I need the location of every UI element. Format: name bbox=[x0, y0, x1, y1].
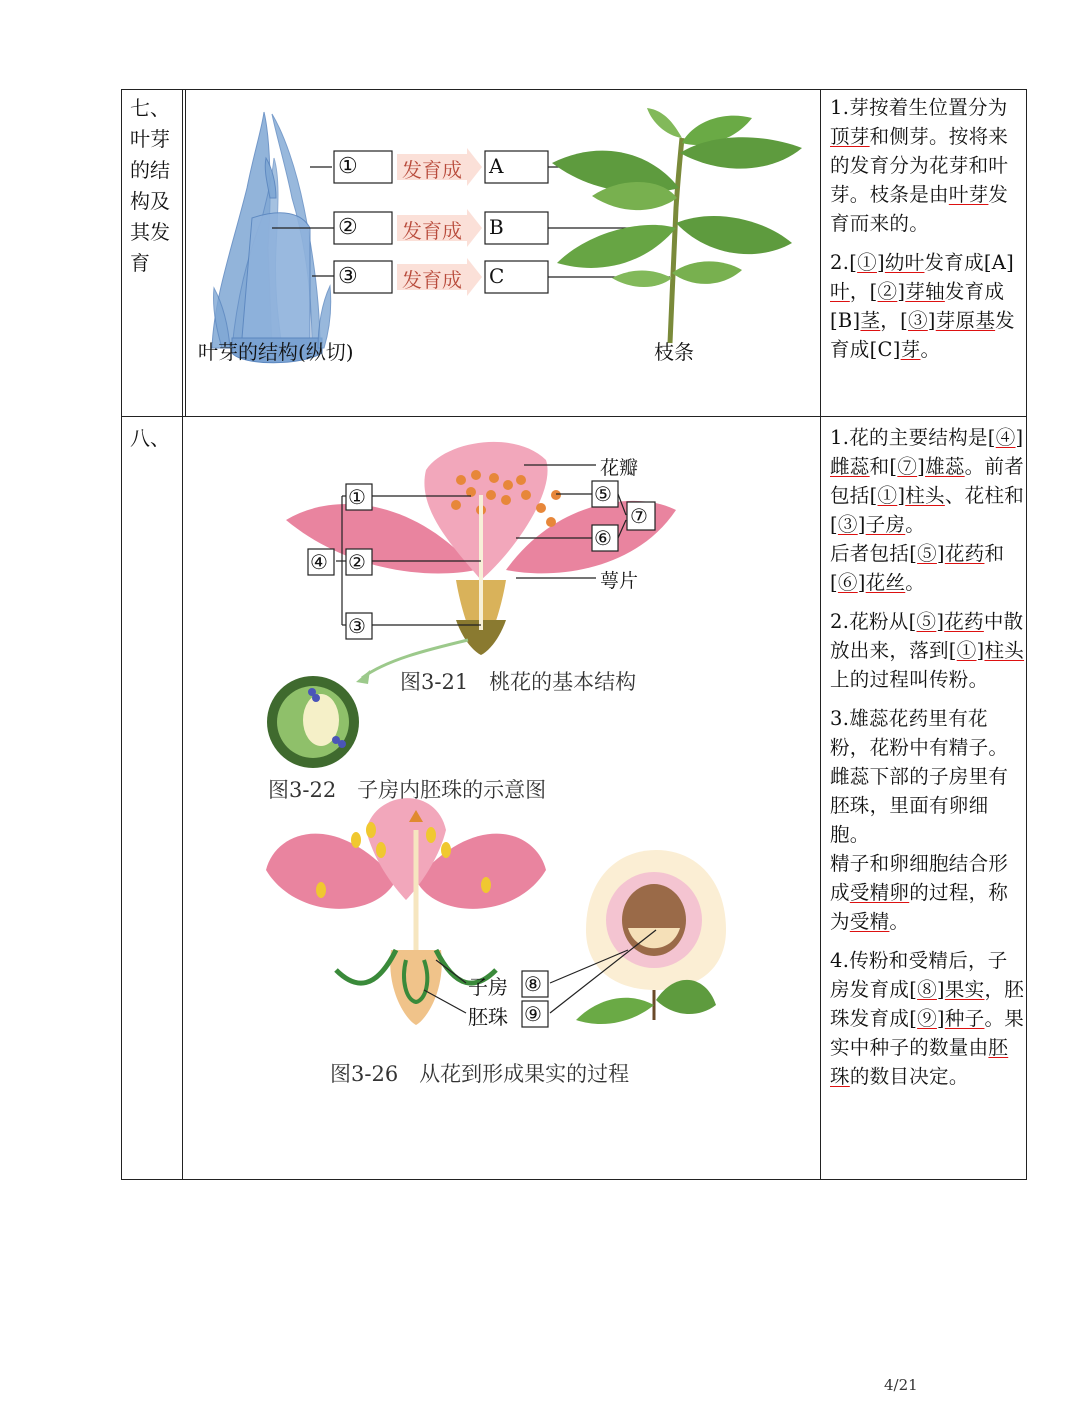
answer-text: 柱头 bbox=[905, 484, 945, 507]
flower-note-2 bbox=[830, 607, 1025, 694]
note-text: ，[ bbox=[849, 280, 878, 303]
flower-figure bbox=[256, 430, 734, 1090]
note-text: 4.传粉和受精后，子房发育成[ bbox=[830, 949, 1008, 1001]
sepal-label: 萼片 bbox=[600, 570, 639, 592]
answer-text: 茎 bbox=[860, 309, 881, 332]
answer-text: ③ bbox=[907, 309, 928, 332]
answer-text: 芽 bbox=[900, 338, 921, 361]
leaf-bud-section-illustration bbox=[212, 112, 331, 363]
ovule-illustration bbox=[267, 676, 359, 768]
note-text: 。 bbox=[905, 571, 926, 594]
answer-text: ⑨ bbox=[917, 1007, 937, 1030]
leaf-bud-caption: 叶芽的结构(纵切) bbox=[198, 340, 354, 364]
note-text: ] bbox=[1015, 426, 1024, 449]
note-text: 中散放出来，落到[ bbox=[830, 610, 1024, 662]
answer-text: 果实 bbox=[944, 978, 985, 1001]
branch-illustration bbox=[552, 108, 802, 343]
answer-text: ① bbox=[956, 639, 977, 662]
flower-notes bbox=[830, 423, 1025, 1091]
note-text: 。果实中种子的数量由 bbox=[830, 1007, 1025, 1059]
answer-text: ③ bbox=[837, 513, 858, 536]
develops-into-label: 发育成 bbox=[402, 268, 462, 292]
note-text: 和[ bbox=[830, 542, 1005, 594]
answer-text: 花药 bbox=[944, 610, 984, 633]
note-text: 发育成[A] bbox=[924, 251, 1015, 274]
notes-column-divider bbox=[820, 89, 821, 1180]
table-right-border bbox=[1026, 89, 1027, 1180]
leaf-bud-notes bbox=[830, 93, 1025, 374]
answer-text: 胚珠 bbox=[830, 1036, 1009, 1088]
page-number: 4/21 bbox=[884, 1376, 918, 1394]
note-text: 。前者包括[ bbox=[830, 455, 1025, 507]
ovule-label: 胚珠 bbox=[468, 1005, 508, 1029]
pistil-number: ④ bbox=[310, 550, 328, 574]
note-text: 1.花的主要结构是[ bbox=[830, 426, 996, 449]
section-title-eight: 八、 bbox=[130, 426, 170, 450]
note-text: ] bbox=[927, 309, 936, 332]
answer-text: ② bbox=[877, 280, 898, 303]
style-number: ② bbox=[348, 550, 366, 574]
title-column-divider bbox=[182, 89, 183, 1180]
flower-note-1 bbox=[830, 423, 1025, 597]
branch-label-b: B bbox=[489, 215, 504, 239]
figure-3-22-caption: 图3-22 子房内胚珠的示意图 bbox=[268, 778, 547, 802]
bud-label-bud-primordium-number: ③ bbox=[338, 264, 358, 289]
answer-text: 顶芽 bbox=[830, 125, 870, 148]
note-text: ] bbox=[936, 542, 945, 565]
stamen-number: ⑦ bbox=[630, 504, 648, 528]
leaf-bud-note-2 bbox=[830, 248, 1025, 364]
answer-text: ⑤ bbox=[916, 610, 937, 633]
note-text: ] bbox=[976, 639, 985, 662]
note-text: ] bbox=[897, 280, 906, 303]
answer-text: 受精 bbox=[849, 910, 890, 933]
note-text: 1.芽按着生位置分为 bbox=[830, 96, 1008, 119]
figure-3-21-caption: 图3-21 桃花的基本结构 bbox=[400, 670, 637, 694]
figure-3-26-caption: 图3-26 从花到形成果实的过程 bbox=[330, 1062, 630, 1086]
answer-text: ⑧ bbox=[917, 978, 937, 1001]
note-text: ，[ bbox=[880, 309, 908, 332]
title-column-divider-inner bbox=[185, 89, 186, 416]
note-text: ] bbox=[936, 610, 945, 633]
answer-text: 受精卵 bbox=[849, 881, 910, 904]
note-text: 。 bbox=[889, 910, 910, 933]
answer-text: 叶 bbox=[830, 280, 850, 303]
note-text: 、花柱和[ bbox=[830, 484, 1025, 536]
anther-number: ⑤ bbox=[594, 482, 612, 506]
note-text: 2.花粉从[ bbox=[830, 610, 917, 633]
note-text: 的过程，称为 bbox=[830, 881, 1009, 933]
note-text: ] bbox=[876, 251, 885, 274]
flower-note-4 bbox=[830, 946, 1025, 1091]
seed-number: ⑨ bbox=[524, 1002, 542, 1026]
answer-text: 叶芽 bbox=[948, 183, 989, 206]
note-text: ] bbox=[936, 978, 945, 1001]
section-title-seven: 七、叶芽的结构及其发育 bbox=[130, 96, 170, 275]
stigma-number: ① bbox=[348, 485, 366, 509]
note-text: ] bbox=[936, 1007, 945, 1030]
note-text: 发育而来的。 bbox=[830, 183, 1009, 235]
answer-text: ① bbox=[877, 484, 898, 507]
develops-into-label: 发育成 bbox=[402, 219, 462, 243]
flower-note-3 bbox=[830, 704, 1025, 936]
answer-text: 花药 bbox=[944, 542, 985, 565]
note-text: 。 bbox=[920, 338, 941, 361]
table-bottom-border bbox=[121, 1179, 1027, 1180]
branch-label-c: C bbox=[489, 264, 505, 288]
note-text: 后者包括[ bbox=[830, 542, 918, 565]
note-text: ] bbox=[857, 571, 866, 594]
note-text: ] bbox=[917, 455, 926, 478]
answer-text: ⑥ bbox=[837, 571, 858, 594]
answer-text: ⑦ bbox=[897, 455, 918, 478]
note-text: ，胚珠发育成[ bbox=[830, 978, 1025, 1030]
ovary-label: 子房 bbox=[468, 975, 508, 999]
answer-text: ④ bbox=[995, 426, 1016, 449]
answer-text: 花丝 bbox=[865, 571, 906, 594]
develops-into-label: 发育成 bbox=[402, 158, 462, 182]
bud-label-young-leaf-number: ① bbox=[338, 154, 358, 179]
leaf-bud-figure bbox=[192, 98, 812, 370]
answer-text: 雄蕊 bbox=[925, 455, 965, 478]
fruit-number: ⑧ bbox=[524, 972, 542, 996]
table-row-divider bbox=[121, 416, 1027, 417]
filament-number: ⑥ bbox=[594, 526, 612, 550]
note-text: ] bbox=[857, 513, 866, 536]
branch-label-a: A bbox=[489, 154, 504, 178]
answer-text: 芽原基 bbox=[935, 309, 996, 332]
note-text: 2.[ bbox=[830, 251, 858, 274]
table-left-border bbox=[121, 89, 122, 1180]
ovary-number: ③ bbox=[348, 614, 366, 638]
answer-text: 幼叶 bbox=[884, 251, 925, 274]
bud-label-bud-axis-number: ② bbox=[338, 215, 358, 240]
note-text: 发育成[C] bbox=[830, 309, 1015, 361]
note-text: 和侧芽。按将来的发育分为花芽和叶芽。枝条是由 bbox=[830, 125, 1009, 206]
answer-text: 雌蕊 bbox=[830, 455, 870, 478]
leaf-bud-note-1 bbox=[830, 93, 1025, 238]
petal-label: 花瓣 bbox=[600, 457, 639, 479]
answer-text: ① bbox=[857, 251, 877, 274]
table-top-border bbox=[121, 89, 1027, 90]
note-text: 的数目决定。 bbox=[849, 1065, 969, 1088]
branch-caption: 枝条 bbox=[654, 340, 694, 364]
answer-text: ⑤ bbox=[917, 542, 937, 565]
note-text: 上的过程叫传粉。 bbox=[830, 668, 989, 691]
answer-text: 种子 bbox=[944, 1007, 985, 1030]
note-text: 和[ bbox=[869, 455, 898, 478]
note-text: 精子和卵细胞结合形成 bbox=[830, 852, 1009, 904]
note-text: 发育成[B] bbox=[830, 280, 1005, 332]
answer-text: 柱头 bbox=[984, 639, 1025, 662]
note-text: ] bbox=[897, 484, 906, 507]
note-text: 。 bbox=[905, 513, 926, 536]
note-text: 3.雄蕊花药里有花粉，花粉中有精子。雌蕊下部的子房里有胚珠，里面有卵细胞。 bbox=[830, 707, 1009, 846]
answer-text: 子房 bbox=[865, 513, 906, 536]
answer-text: 芽轴 bbox=[905, 280, 945, 303]
